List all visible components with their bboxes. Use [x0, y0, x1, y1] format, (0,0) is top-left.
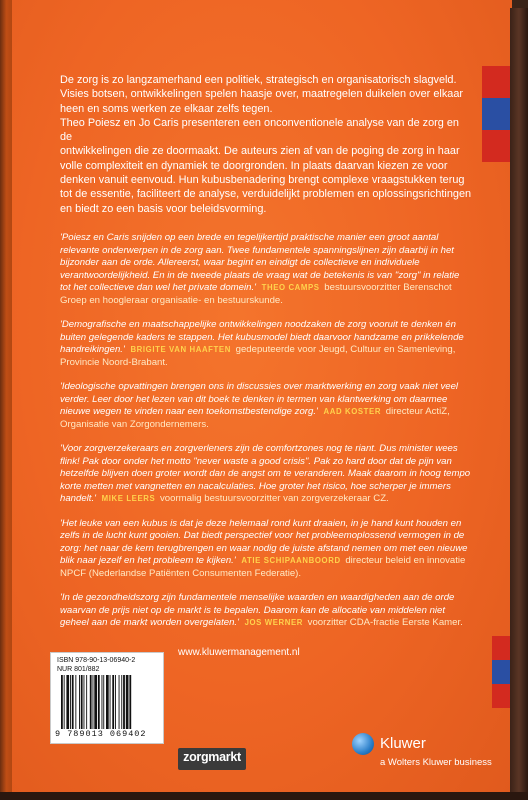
kluwer-logo [352, 733, 502, 775]
stripe-red [482, 130, 510, 162]
quote-author: JOS WERNER [244, 618, 303, 627]
barcode-bar [115, 675, 116, 729]
barcode-bar [75, 675, 76, 729]
quote-author: ATIE SCHIPAANBOORD [241, 556, 341, 565]
barcode-bar [64, 675, 65, 729]
quote-author: AAD KOSTER [323, 407, 382, 416]
barcode-bar [112, 675, 114, 729]
barcode-bar [123, 675, 125, 729]
barcode-box [50, 652, 164, 744]
barcode-bar [98, 675, 100, 729]
barcode-bar [103, 675, 104, 729]
quote-block [60, 443, 472, 506]
barcode-digits: 9 789013 069402 [55, 729, 147, 739]
bottom-stripes [492, 636, 510, 708]
quote-author: BRIGITE VAN HAAFTEN [130, 345, 231, 354]
quote-role: bestuursvoorzitter Berenschot Groep en hoogleraar organisatie- en bestuurskunde. [60, 282, 452, 306]
zorgmarkt-logo-text: zorgmarkt [183, 750, 241, 764]
barcode-bars [61, 675, 153, 729]
barcode-bar [66, 675, 69, 729]
barcode-bar [61, 675, 63, 729]
barcode-bar [102, 675, 103, 729]
barcode-bar [126, 675, 129, 729]
quote-author: MIKE LEERS [101, 494, 156, 503]
barcode-bar [90, 675, 92, 729]
barcode-bar [70, 675, 71, 729]
quote-role: directeur ActiZ, Organisatie van Zorgondernemers. [60, 406, 450, 430]
barcode-bar [129, 675, 131, 729]
barcode-bar [79, 675, 80, 729]
endorsement-quotes [60, 232, 472, 642]
quote-text: 'In de gezondheidszorg zijn fundamentele menselijke waarden en waardigheden aan de orde waarvan de prijs niet op de markt is te bepalen. Daarom kan de allocatie van middelen niet geheel aan de markt worden overgelaten.' [60, 592, 455, 628]
stripe-blue [492, 660, 510, 684]
quote-text: 'Demografische en maatschappelijke ontwikkelingen noodzaken de zorg vooruit te denken én buiten gelegende kaders te stappen. Het kubusmodel biedt daarvoor handzame en prikkelende handreikingen.' [60, 319, 464, 355]
zorgmarkt-logo [178, 748, 246, 770]
bottom-shadow [0, 792, 528, 800]
quote-block [60, 592, 472, 630]
intro-line: denken vanuit eenvoud. Hun kubusbenadering brengt complexe vraagstukken terug [60, 174, 465, 187]
isbn-label [57, 656, 135, 674]
barcode-bar [121, 675, 122, 729]
intro-line: tot de essentie, faciliteert de analyse, verduidelijkt problemen en oplossingsrichtingen [60, 188, 472, 201]
stripe-blue [482, 98, 510, 130]
barcode-bar [110, 675, 111, 729]
website-url[interactable]: www.kluwermanagement.nl [178, 647, 300, 658]
quote-text: 'Het leuke van een kubus is dat je deze helemaal rond kunt draaien, in je hand kunt houden en zelfs in de lucht kunt gooien. Dat biedt perspectief voor het probleemoplossend vermogen in de zorg: het naar de kern terugbrengen en waar nodig de juiste afstand nemen om met een nieuwe blik naar jezelf en het probleem te kijken.' [60, 517, 468, 566]
nur-number: NUR 801/882 [57, 666, 100, 673]
kluwer-name: Kluwer [380, 735, 426, 752]
stripe-red [492, 684, 510, 708]
quote-role: directeur beleid en innovatie NPCF (Nederlandse Patiënten Consumenten Federatie). [60, 555, 466, 579]
barcode-bar [106, 675, 109, 729]
barcode-bar [86, 675, 87, 729]
globe-icon [352, 733, 374, 755]
quote-role: voormalig bestuursvoorzitter van zorgverzekeraar CZ. [159, 493, 389, 504]
isbn-number: ISBN 978-90-13-06940-2 [57, 657, 136, 664]
quote-block [60, 232, 472, 307]
intro-line: heen en soms werken ze elkaar zelfs tegen. [60, 102, 273, 115]
quote-role: voorzitter CDA-fractie Eerste Kamer. [307, 617, 463, 628]
quote-text: 'Ideologische opvattingen brengen ons in discussies over marktwerking en zorg vaak niet veel verder. Leer door het lezen van dit boek te denken in termen van klantwerking om daarmee nieuwe wegen te vinden naar een toekomstbestendige zorg.' [60, 381, 459, 417]
quote-block [60, 518, 472, 581]
page-edge [510, 8, 528, 800]
barcode-bar [81, 675, 83, 729]
intro-line: ontwikkelingen die ze doormaakt. De auteurs zien af van de poging de zorg in haar [60, 145, 460, 158]
stripe-red [492, 636, 510, 660]
intro-text [60, 73, 472, 216]
quote-role: gedeputeerde voor Jeugd, Cultuur en Samenleving, Provincie Noord-Brabant. [60, 344, 456, 368]
intro-line: Theo Poiesz en Jo Caris presenteren een onconventionele analyse van de zorg en de [60, 116, 459, 144]
intro-line: volle complexiteit en dynamiek te doorgronden. In plaats daarvan kiezen ze voor [60, 159, 448, 172]
quote-text: 'Voor zorgverzekeraars en zorgverleners zijn de comfortzones nog te riant. Dus minister wees flink! Pak door onder het motto "never waste a good crisis". Pak zo hard door dat de pijn van hetzelfde blijven doen groter wordt dan de angst om te veranderen. Maak daarom in hoog tempo korte metten met vangnetten en nacalculaties. Hoe groter het risico, hoe scherper je immers handelt.' [60, 443, 471, 504]
barcode-bar [119, 675, 120, 729]
stripe-red [482, 66, 510, 98]
intro-line: De zorg is zo langzamerhand een politiek, strategisch en organisatorisch slagveld. [60, 74, 457, 86]
intro-line: en biedt zo een basis voor beleidsvorming. [60, 202, 267, 215]
barcode-bar [94, 675, 97, 729]
quote-block [60, 319, 472, 369]
color-stripes [482, 66, 510, 162]
quote-author: THEO CAMPS [261, 283, 320, 292]
kluwer-tagline: a Wolters Kluwer business [380, 757, 492, 768]
quote-text: 'Poiesz en Caris snijden op een brede en tegelijkertijd praktische manier een groot aantal relevante onderwerpen in de zorg aan. Twee fundamentele spanningslijnen zijn daarbij in het bijzonder aan de orde. Allereerst, waar begint en eindigt de collectieve en individuele verantwoordelijkheid. En in de tweede plaats de vraag wat de betekenis is van "zorg" in relatie tot het collectieve dan wel het private domein.' [60, 232, 460, 293]
barcode-bar [84, 675, 85, 729]
quote-block [60, 381, 472, 431]
barcode-bar [93, 675, 94, 729]
barcode-bar [72, 675, 74, 729]
intro-line: Visies botsen, ontwikkelingen spelen haasje over, maatregelen duikelen over elkaar [60, 88, 464, 101]
